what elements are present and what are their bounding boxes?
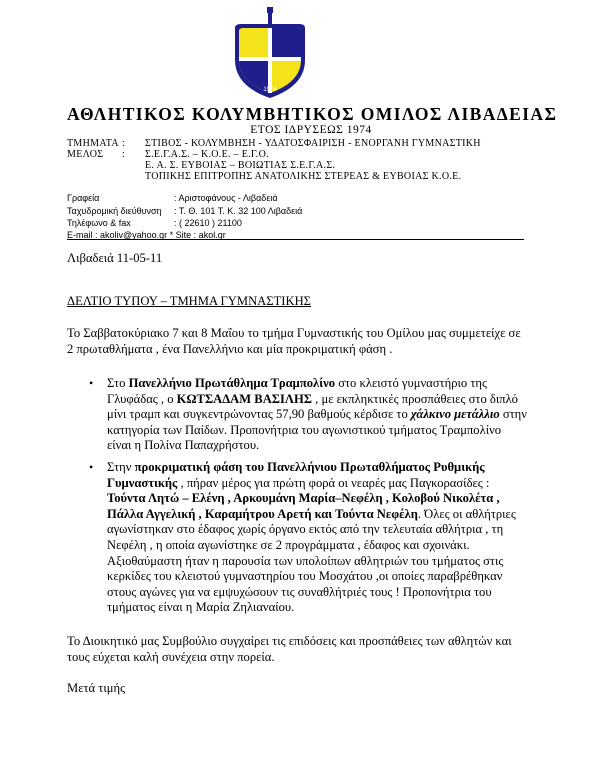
b1-text-2: στο κλειστό γυμναστήριο της Γλυφάδας , ο bbox=[107, 376, 487, 406]
b2-text-1: Στην bbox=[107, 460, 135, 474]
letter-date: Λιβαδειά 11-05-11 bbox=[67, 251, 163, 265]
logo-year: 1974 bbox=[263, 87, 277, 93]
bullet-marker-1: • bbox=[89, 376, 94, 390]
office-value: : Αριστοφάνους - Λιβαδειά bbox=[174, 193, 278, 203]
closing-paragraph: Το Διοικητικό μας Συμβούλιο συγχαίρει τις επιδόσεις και προσπάθειες των αθλητών και τους εύχεται καλή συνέχεια στην πορεία. bbox=[67, 634, 512, 664]
b1-text-4: στην κατηγορία των Παίδων. Προπονήτρια του αγωνιστικού τμήματος Τραμπολίνο είναι η Πολίνα Παπαχρήστου. bbox=[107, 407, 527, 453]
b2-event-name: προκριματική φάση του Πανελλήνιου Πρωταθλήματος Ρυθμικής Γυμναστικής bbox=[107, 460, 485, 490]
founded-year-line: ΕΤΟΣ ΙΔΡΥΣΕΩΣ 1974 bbox=[250, 124, 372, 136]
b2-text-3: . Όλες οι αθλήτριες αγωνίστηκαν στο έδαφος χωρίς όργανο εκτός από την τελευταία αθλήτρια , τη Νεφέλη , η οποία αγωνίστηκε σε 2 προγράμματα , έδαφος και σχοινάκι. Αξιοθαύμαστη ήταν η παρουσία των υπολοίπων αθλητριών του τμήματος στις κερκίδες του κλειστού γυμναστηρίου του Μοσχάτου ,οι οποίες παραβρέθηκαν στους αγώνες για να εμψυχώσουν τις συναθλήτριές τους ! Προπονήτρια του τμήματος είναι η Μαρία Ζηλιαναίου. bbox=[107, 506, 516, 615]
b1-athlete-name: ΚΩΤΣΑΔΑΜ ΒΑΣΙΛΗΣ bbox=[176, 391, 312, 406]
email-site-line: E-mail : akoliv@yahoo.gr * Site : akol.gr bbox=[67, 230, 226, 240]
shield-quarter-tr bbox=[270, 28, 301, 59]
b2-text-2: , πήραν μέρος για πρώτη φορά οι νεαρές μας Παγκορασίδες : bbox=[177, 475, 490, 490]
departments-label: ΤΜΗΜΑΤΑ bbox=[67, 138, 119, 149]
intro-paragraph: Το Σαββατοκύριακο 7 και 8 Μαΐου το τμήμα Γυμναστικής του Ομίλου μας συμμετείχε σε 2 πρωταθλήματα , ένα Πανελλήνιο και μία προκριματική φάση . bbox=[67, 326, 521, 356]
header-divider bbox=[67, 239, 524, 240]
phone-value: : ( 22610 ) 21100 bbox=[174, 218, 242, 228]
b1-championship-name: Πανελλήνιο Πρωτάθλημα Τραμπολίνο bbox=[128, 376, 336, 390]
sign-off: Μετά τιμής bbox=[67, 681, 126, 695]
b1-medal: χάλκινο μετάλλιο bbox=[410, 407, 500, 422]
phone-label: Τηλέφωνο & fax bbox=[67, 218, 131, 228]
office-label: Γραφεία bbox=[67, 193, 100, 203]
club-name-heading: ΑΘΛΗΤΙΚΟΣ ΚΟΛΥΜΒΗΤΙΚΟΣ ΟΜΙΛΟΣ ΛΙΒΑΔΕΙΑΣ bbox=[67, 104, 558, 124]
club-logo-emblem bbox=[229, 4, 311, 100]
press-release-title: ΔΕΛΤΙΟ ΤΥΠΟΥ – ΤΜΗΜΑ ΓΥΜΝΑΣΤΙΚΗΣ bbox=[67, 294, 312, 308]
departments-colon: : bbox=[122, 138, 126, 149]
member-line-2: Ε. Α. Σ. ΕΥΒΟΙΑΣ – ΒΟΙΩΤΙΑΣ Σ.Ε.Γ.Α.Σ. bbox=[145, 160, 336, 171]
member-label: ΜΕΛΟΣ bbox=[67, 149, 104, 160]
postal-value: : Τ. Θ. 101 Τ. Κ. 32 100 Λιβαδειά bbox=[174, 206, 303, 216]
shield-cross-horizontal bbox=[239, 57, 301, 61]
bullet-marker-2: • bbox=[89, 460, 94, 474]
bullet-trampoline-paragraph bbox=[107, 376, 527, 454]
postal-label: Ταχυδρομική διεύθυνση bbox=[67, 206, 162, 216]
departments-value: ΣΤΙΒΟΣ - ΚΟΛΥΜΒΗΣΗ - ΥΔΑΤΟΣΦΑΙΡΙΣΗ - ΕΝΟΡΓΑΝΗ ΓΥΜΝΑΣΤΙΚΗ bbox=[145, 138, 481, 149]
bullet-rhythmic-paragraph bbox=[107, 460, 527, 616]
b1-text-1: Στο bbox=[107, 376, 129, 390]
member-line-3: ΤΟΠΙΚΗΣ ΕΠΙΤΡΟΠΗΣ ΑΝΑΤΟΛΙΚΗΣ ΣΤΕΡΕΑΣ & ΕΥΒΟΙΑΣ Κ.Ο.Ε. bbox=[145, 171, 462, 182]
member-colon: : bbox=[122, 149, 126, 160]
b1-text-3: , με εκπληκτικές προσπάθειες στο διπλό μίνι τραμπ και συγκεντρώνοντας 57,90 βαθμούς κέρδισε το bbox=[107, 391, 518, 422]
torch-flame-icon bbox=[267, 7, 273, 13]
member-line-1: Σ.Ε.Γ.Α.Σ. – Κ.Ο.Ε. – Ε.Γ.Ο. bbox=[145, 149, 269, 160]
b2-athlete-names: Τούντα Λητώ – Ελένη , Αρκουμάνη Μαρία–Νεφέλη , Κολοβού Νικολέτα , Πάλλα Αγγελική , Καραμήτρου Αρετή και Τούντα Νεφέλη bbox=[107, 491, 500, 521]
